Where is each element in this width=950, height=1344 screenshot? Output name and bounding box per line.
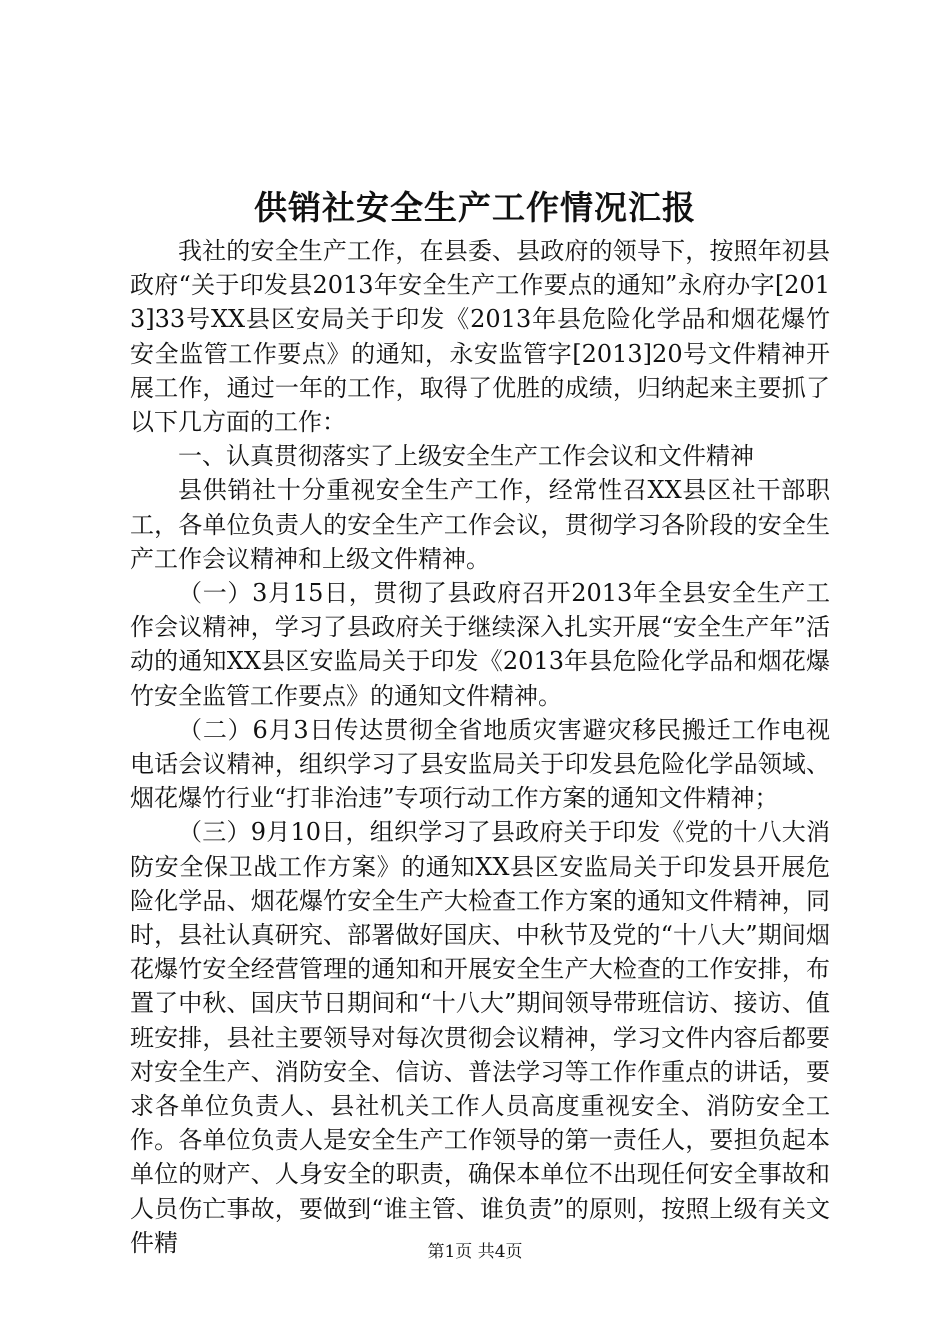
paragraph-item-3: （三）9月10日，组织学习了县政府关于印发《党的十八大消防安全保卫战工作方案》的通知XX县区安监局关于印发县开展危险化学品、烟花爆竹安全生产大检查工作方案的通知文件精神，同时，县社认真研究、部署做好国庆、中秋节及党的“十八大”期间烟花爆竹安全经营管理的通知和开展安全生产大检查的工作安排，布置了中秋、国庆节日期间和“十八大”期间领导带班信访、接访、值班安排，县社主要领导对每次贯彻会议精神，学习文件内容后都要对安全生产、消防安全、信访、普法学习等工作作重点的讲话，要求各单位负责人、县社机关工作人员高度重视安全、消防安全工作。各单位负责人是安全生产工作领导的第一责任人，要担负起本单位的财产、人身安全的职责，确保本单位不出现任何安全事故和人员伤亡事故，要做到“谁主管、谁负责”的原则，按照上级有关文件精 [130,818,830,1257]
page-number: 第1页 [427,1242,473,1262]
document-title: 供销社安全生产工作情况汇报 [254,188,696,227]
paragraph-item-2: （二）6月3日传达贯彻全省地质灾害避灾移民搬迁工作电视电话会议精神，组织学习了县安监局关于印发县危险化学品领域、烟花爆竹行业“打非治违”专项行动工作方案的通知文件精神； [130,715,830,813]
paragraph-section-1: 县供销社十分重视安全生产工作，经常性召XX县区社干部职工，各单位负责人的安全生产工作会议，贯彻学习各阶段的安全生产工作会议精神和上级文件精神。 [130,476,830,573]
paragraph-item-1: （一）3月15日，贯彻了县政府召开2013年全县安全生产工作会议精神，学习了县政府关于继续深入扎实开展“安全生产年”活动的通知XX县区安监局关于印发《2013年县危险化学品和烟花爆竹安全监管工作要点》的通知文件精神。 [130,579,830,710]
paragraph-intro: 我社的安全生产工作，在县委、县政府的领导下，按照年初县政府“关于印发县2013年安全生产工作要点的通知”永府办字[2013]33号XX县区安局关于印发《2013年县危险化学品和烟花爆竹安全监管工作要点》的通知，永安监管字[2013]20号文件精神开展工作，通过一年的工作，取得了优胜的成绩，归纳起来主要抓了以下几方面的工作： [130,237,830,437]
page-footer [0,1240,950,1264]
document-body [130,234,830,1260]
page-total: 共4页 [477,1242,523,1262]
section-heading-1: 一、认真贯彻落实了上级安全生产工作会议和文件精神 [178,442,754,471]
